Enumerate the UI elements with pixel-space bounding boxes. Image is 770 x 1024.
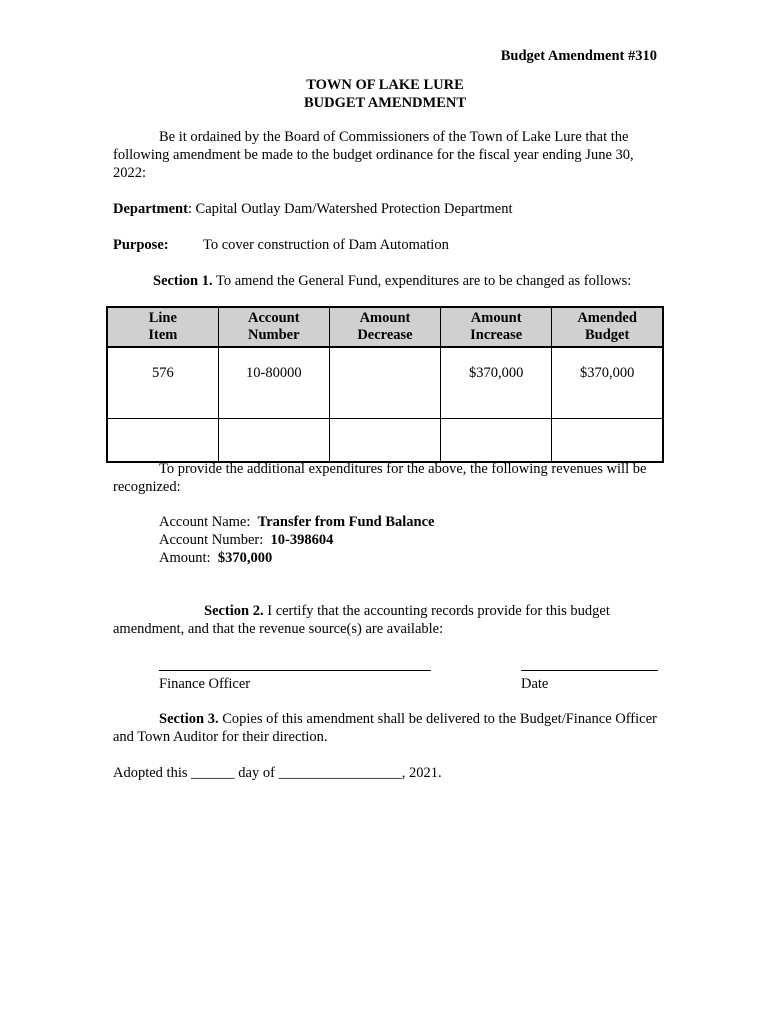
account-number-value: 10-398604 [270,532,334,548]
header-line-item: Line Item [107,307,218,347]
section-3-label: Section 3. [159,711,219,727]
section-3-text: Copies of this amendment shall be delivered to the Budget/Finance Officer and Town Auditor for their direction. [113,711,657,745]
header-account-number: Account Number [218,307,329,347]
expenditure-table [106,306,664,463]
town-name: TOWN OF LAKE LURE [306,77,464,93]
section-2-label: Section 2. [204,603,264,619]
cell-amount-increase: $370,000 [441,347,552,419]
section-1 [153,272,673,290]
department-value: : Capital Outlay Dam/Watershed Protection Department [187,201,513,217]
cell-line-item [107,419,218,463]
table-header-row [107,307,663,347]
revenue-account-name [159,513,639,531]
revenue-intro: To provide the additional expenditures for the above, the following revenues will be recognized: [113,461,647,495]
section-3 [113,710,658,746]
cell-account-number [218,419,329,463]
cell-amount-increase [441,419,552,463]
cell-amount-decrease [329,347,440,419]
adopted-line: Adopted this ______ day of _________________, 2021. [113,765,442,781]
finance-officer-signature-line [159,670,431,671]
cell-amount-decrease [329,419,440,463]
header-amount-increase: Amount Increase [441,307,552,347]
header-amended-budget: Amended Budget [552,307,663,347]
revenue-amount [159,549,639,567]
amount-label: Amount: [159,550,211,566]
purpose-label: Purpose: [113,237,169,253]
document-title: BUDGET AMENDMENT [303,95,467,111]
date-label: Date [521,676,549,692]
section-1-text: To amend the General Fund, expenditures are to be changed as follows: [212,273,632,289]
department-line [113,200,658,218]
department-label: Department [113,201,188,217]
table-row [107,347,663,419]
intro-paragraph: Be it ordained by the Board of Commissioners of the Town of Lake Lure that the following amendment be made to the budget ordinance for the fiscal year ending June 30, 2022: [113,129,634,181]
account-name-value: Transfer from Fund Balance [257,514,435,530]
cell-account-number: 10-80000 [218,347,329,419]
amendment-number: Budget Amendment #310 [500,48,657,64]
account-name-label: Account Name: [159,514,251,530]
purpose-value: To cover construction of Dam Automation [203,237,449,253]
section-2 [113,602,658,638]
cell-line-item: 576 [107,347,218,419]
revenue-account-number [159,531,639,549]
finance-officer-label: Finance Officer [159,676,251,692]
amount-value: $370,000 [217,550,273,566]
date-signature-line [521,670,658,671]
cell-amended-budget: $370,000 [552,347,663,419]
header-amount-decrease: Amount Decrease [329,307,440,347]
section-2-text: I certify that the accounting records provide for this budget amendment, and that the revenue source(s) are available: [113,603,610,637]
account-number-label: Account Number: [159,532,264,548]
table-row [107,419,663,463]
section-1-label: Section 1. [153,273,213,289]
purpose-line [113,236,658,254]
cell-amended-budget [552,419,663,463]
